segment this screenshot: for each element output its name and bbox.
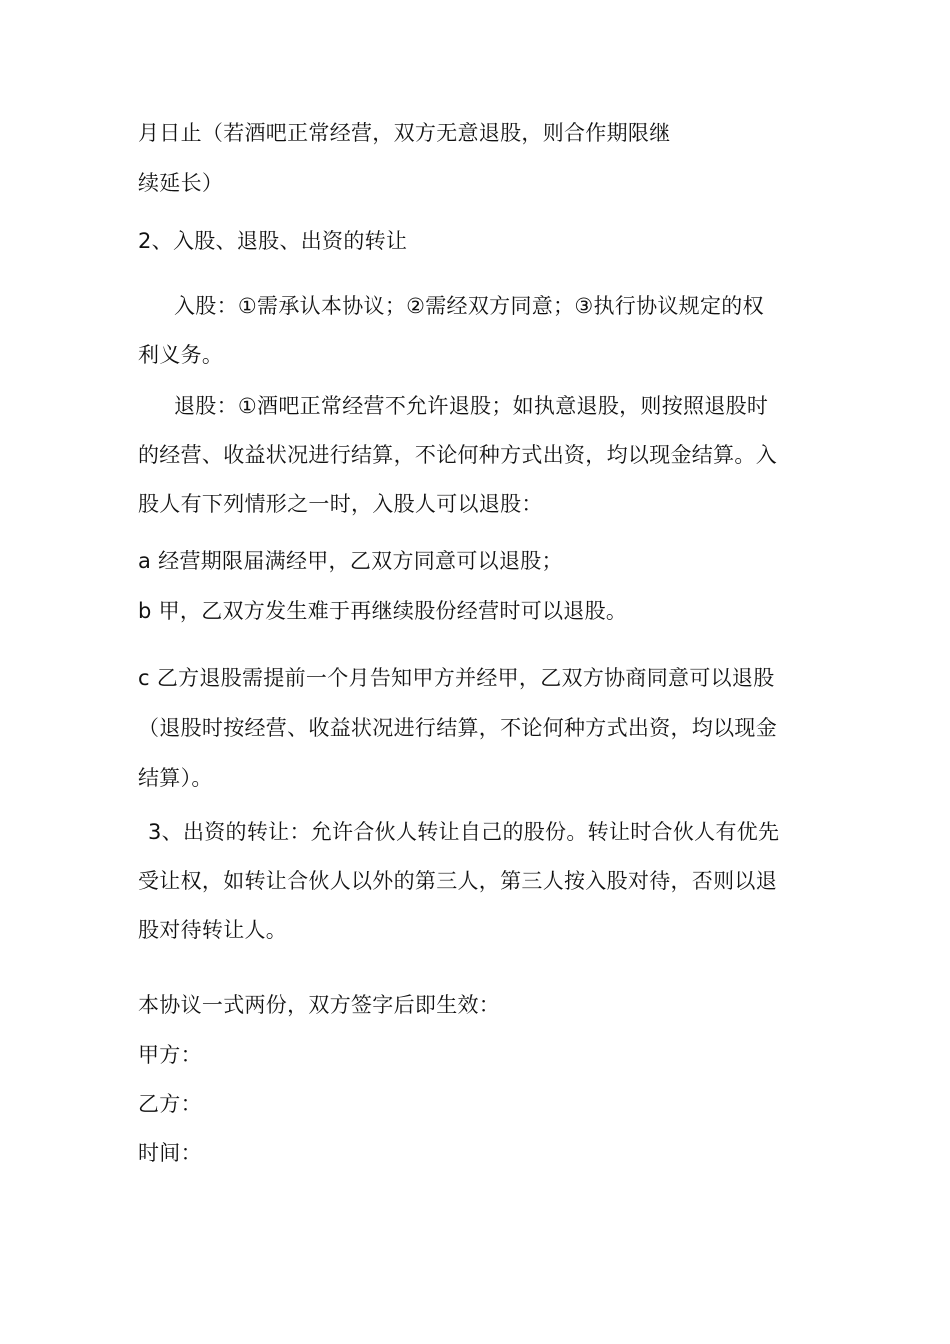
text-line-1: 月日止（若酒吧正常经营，双方无意退股，则合作期限继 [138, 121, 671, 145]
text-line-4: 入股：①需承认本协议；②需经双方同意；③执行协议规定的权 [174, 294, 764, 318]
text-line-6: 退股：①酒吧正常经营不允许退股；如执意退股，则按照退股时 [174, 394, 769, 418]
text-line-13: 结算）。 [138, 766, 213, 790]
list-item-a: a 经营期限届满经甲，乙双方同意可以退股； [138, 549, 563, 573]
section-heading-3: 3、出资的转让：允许合伙人转让自己的股份。转让时合伙人有优先 [148, 820, 780, 844]
text-line-16: 股对待转让人。 [138, 918, 288, 942]
text-line-5: 利义务。 [138, 343, 224, 367]
agreement-statement: 本协议一式两份，双方签字后即生效： [138, 993, 501, 1017]
party-a-label: 甲方： [138, 1043, 202, 1067]
section-heading-2: 2、入股、退股、出资的转让 [138, 229, 408, 253]
text-line-7: 的经营、收益状况进行结算，不论何种方式出资，均以现金结算。入 [138, 443, 777, 467]
list-item-c: c 乙方退股需提前一个月告知甲方并经甲，乙双方协商同意可以退股 [138, 666, 775, 690]
party-b-label: 乙方： [138, 1092, 202, 1116]
text-line-15: 受让权，如转让合伙人以外的第三人，第三人按入股对待，否则以退 [138, 869, 777, 893]
date-label: 时间： [138, 1141, 202, 1165]
text-line-2: 续延长） [138, 171, 224, 195]
list-item-b: b 甲，乙双方发生难于再继续股份经营时可以退股。 [138, 599, 628, 623]
text-line-8: 股人有下列情形之一时，入股人可以退股： [138, 492, 543, 516]
text-line-12: （退股时按经营、收益状况进行结算，不论何种方式出资，均以现金 [138, 716, 777, 740]
